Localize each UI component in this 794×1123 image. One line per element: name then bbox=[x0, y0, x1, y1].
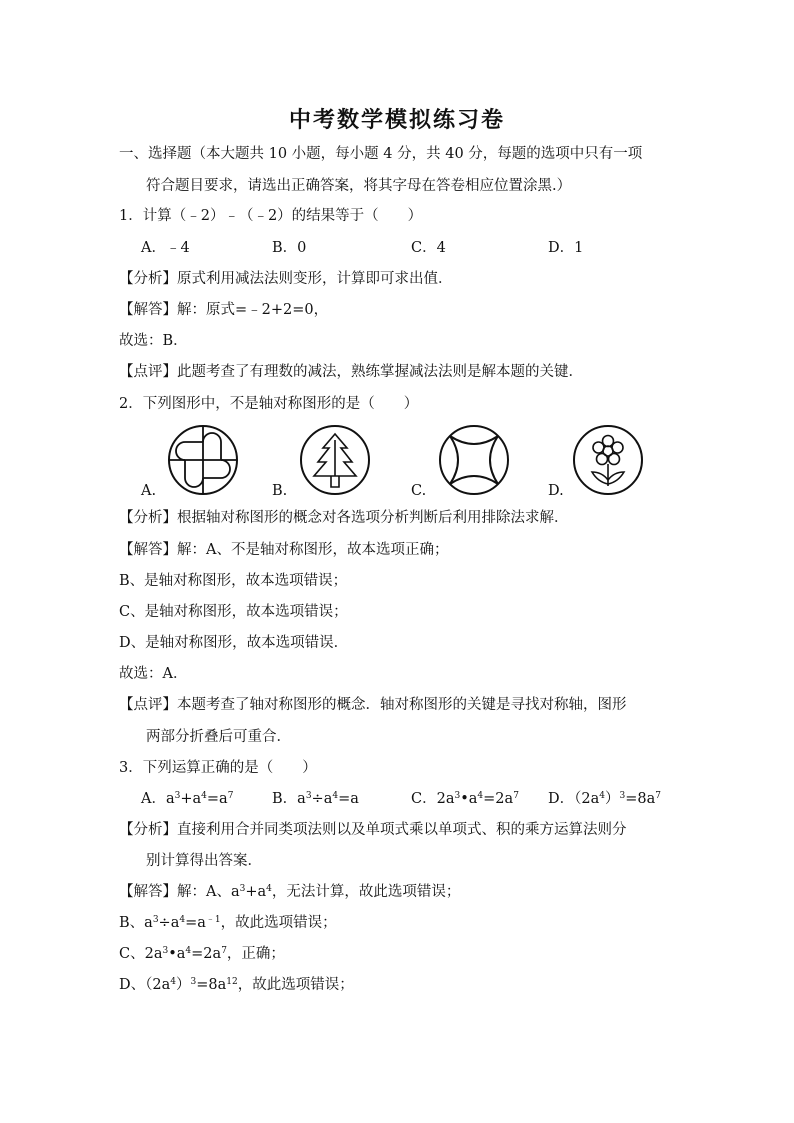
line-suffix: ，故此选项错误； bbox=[237, 977, 354, 993]
comment-text: 此题考查了有理数的减法，熟练掌握减法法则是解本题的关键． bbox=[177, 364, 583, 380]
q2-option-c-label: C. bbox=[411, 483, 427, 499]
q3-analysis-line2: 别计算得出答案． bbox=[146, 853, 262, 869]
q3-line-d: D、$(2a^4)^3=8a^{12}$，故此选项错误； bbox=[119, 977, 354, 993]
q1-option-a: A．﹣4 bbox=[141, 240, 190, 256]
q1-choice: 故选：B． bbox=[119, 333, 188, 349]
line-prefix: C、 bbox=[119, 946, 145, 962]
q3-analysis-line1 bbox=[119, 820, 627, 840]
analysis-text: 直接利用合并同类项法则以及单项式乘以单项式、积的乘方运算法则分 bbox=[177, 822, 627, 838]
q2-comment-line2: 两部分折叠后可重合． bbox=[146, 729, 291, 745]
answer-tag: 【解答】 bbox=[119, 542, 177, 558]
figure-c-concave-star bbox=[438, 424, 510, 496]
q2-analysis bbox=[119, 508, 569, 528]
q1-analysis bbox=[119, 269, 453, 289]
analysis-tag: 【分析】 bbox=[119, 271, 177, 287]
q1-option-b: B．0 bbox=[272, 240, 307, 256]
page-title: 中考数学模拟练习卷 bbox=[288, 107, 505, 133]
q3-option-b: B．$a^3\div a^4=a$ bbox=[272, 791, 359, 807]
answer-text: 解：A、不是轴对称图形，故本选项正确； bbox=[177, 542, 449, 558]
q2-choice: 故选：A． bbox=[119, 666, 188, 682]
line-prefix: B、 bbox=[119, 915, 145, 931]
section-instruction-line2: 符合题目要求，请选出正确答案，将其字母在答卷相应位置涂黑.） bbox=[146, 178, 572, 194]
q2-stem: 2．下列图形中，不是轴对称图形的是（ ） bbox=[119, 396, 419, 412]
answer-tag: 【解答】 bbox=[119, 884, 177, 900]
q1-option-d: D．1 bbox=[548, 240, 584, 256]
option-label: C． bbox=[411, 791, 437, 807]
q3-line-b: B、$a^3\div a^4=a^{﹣1}$，故此选项错误； bbox=[119, 915, 337, 931]
answer-suffix: ，无法计算，故此选项错误； bbox=[271, 884, 461, 900]
line-suffix: ，正确； bbox=[226, 946, 285, 962]
q3-stem: 3．下列运算正确的是（ ） bbox=[119, 760, 317, 776]
q2-comment-line1 bbox=[119, 695, 627, 715]
q2-option-a-label: A. bbox=[141, 483, 157, 499]
q3-answer: 【解答】解：A、$a^3+a^4$，无法计算，故此选项错误； bbox=[119, 884, 461, 900]
q1-stem: 1．计算（﹣2）﹣（﹣2）的结果等于（ ） bbox=[119, 208, 423, 224]
analysis-tag: 【分析】 bbox=[119, 510, 177, 526]
q3-option-c: C．$2a^3•a^4=2a^7$ bbox=[411, 791, 519, 807]
comment-text: 本题考查了轴对称图形的概念．轴对称图形的关键是寻找对称轴，图形 bbox=[177, 697, 627, 713]
line-prefix: D、 bbox=[119, 977, 146, 993]
option-label: D． bbox=[548, 791, 575, 807]
q1-comment bbox=[119, 362, 583, 382]
analysis-text: 原式利用减法法则变形，计算即可求出值． bbox=[177, 271, 453, 287]
line-suffix: ，故此选项错误； bbox=[220, 915, 337, 931]
option-label: A． bbox=[141, 791, 166, 807]
q3-option-d: D．$(2a^4)^3=8a^7$ bbox=[548, 791, 661, 807]
answer-prefix: 解：A、 bbox=[177, 884, 231, 900]
q2-line-d: D、是轴对称图形，故本选项错误． bbox=[119, 635, 349, 651]
q2-answer bbox=[119, 540, 448, 560]
figure-a-pinwheel bbox=[167, 424, 239, 496]
figure-b-tree bbox=[299, 424, 371, 496]
figure-d-flower bbox=[572, 424, 644, 496]
answer-tag: 【解答】 bbox=[119, 302, 177, 318]
analysis-tag: 【分析】 bbox=[119, 822, 177, 838]
analysis-text: 根据轴对称图形的概念对各选项分析判断后利用排除法求解． bbox=[177, 510, 569, 526]
option-label: B． bbox=[272, 791, 298, 807]
comment-tag: 【点评】 bbox=[119, 364, 177, 380]
section-instruction-line1: 一、选择题（本大题共 10 小题，每小题 4 分，共 40 分，每题的选项中只有一项 bbox=[119, 146, 643, 162]
comment-tag: 【点评】 bbox=[119, 697, 177, 713]
q3-option-a: A．$a^3+a^4=a^7$ bbox=[141, 791, 234, 807]
q3-line-c: C、$2a^3•a^4=2a^7$，正确； bbox=[119, 946, 285, 962]
q2-line-c: C、是轴对称图形，故本选项错误； bbox=[119, 604, 348, 620]
answer-text: 解：原式=﹣2+2=0， bbox=[177, 302, 329, 318]
q1-answer bbox=[119, 300, 328, 320]
q2-option-b-label: B. bbox=[272, 483, 288, 499]
q2-option-d-label: D. bbox=[548, 483, 564, 499]
q2-line-b: B、是轴对称图形，故本选项错误； bbox=[119, 573, 348, 589]
q1-option-c: C．4 bbox=[411, 240, 446, 256]
